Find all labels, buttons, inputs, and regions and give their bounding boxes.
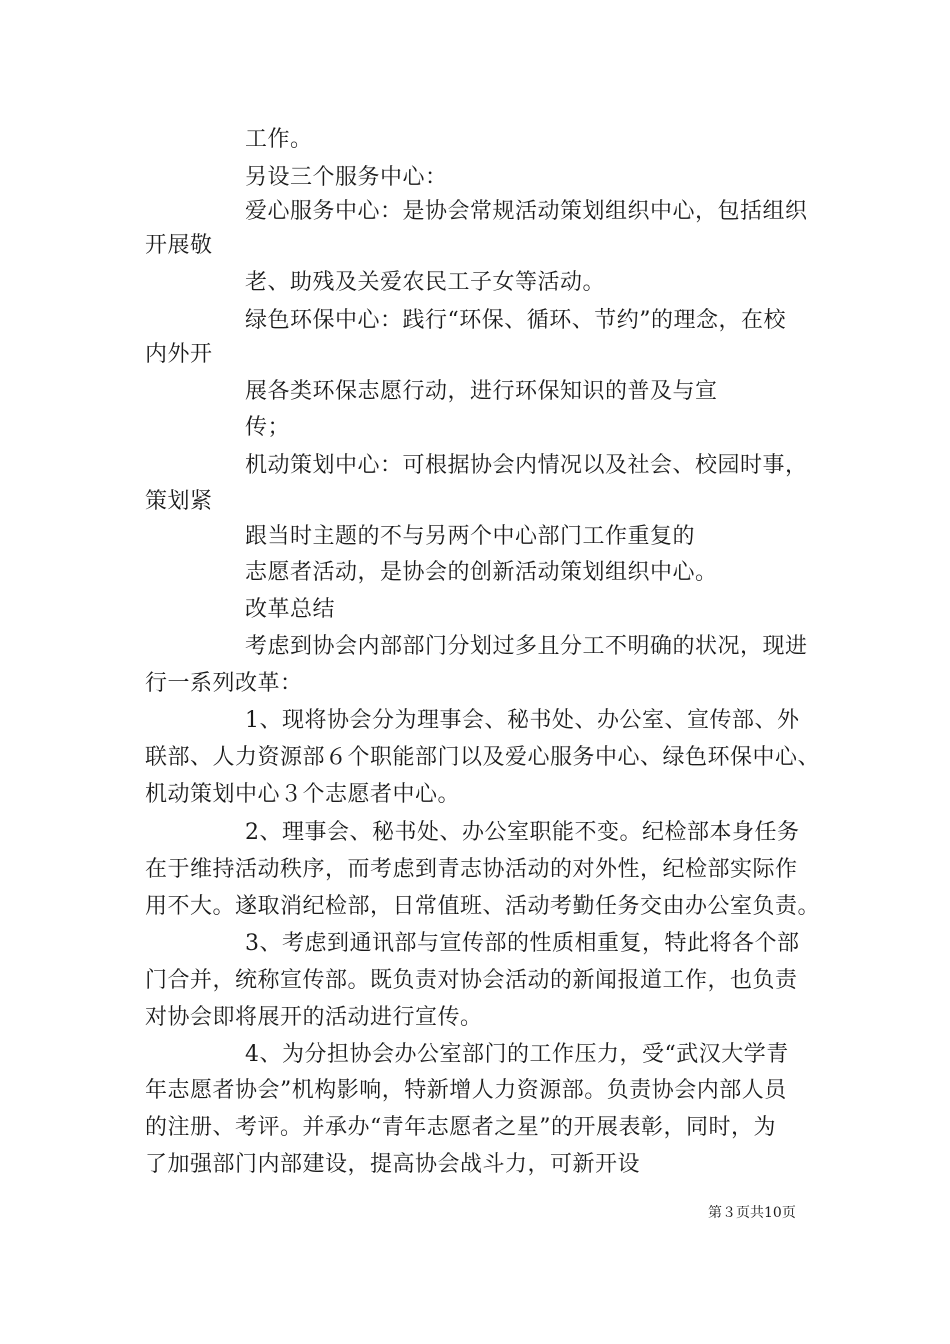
text-line: 1、现将协会分为理事会、秘书处、办公室、宣传部、外 [245, 708, 800, 733]
text-line: 策划紧 [145, 489, 213, 514]
text-line: 爱心服务中心：是协会常规活动策划组织中心，包括组织 [245, 199, 808, 224]
text-line: 对协会即将展开的活动进行宣传。 [145, 1005, 483, 1030]
text-line: 老、助残及关爱农民工子女等活动。 [245, 270, 606, 295]
text-line: 考虑到协会内部部门分划过多且分工不明确的状况，现进 [245, 634, 808, 659]
section-heading: 改革总结 [245, 597, 336, 622]
text-line: 志愿者活动，是协会的创新活动策划组织中心。 [245, 560, 718, 585]
text-line: 的注册、考评。并承办“青年志愿者之星”的开展表彰，同时，为 [145, 1115, 776, 1140]
text-line: 传； [245, 415, 291, 440]
text-line: 联部、人力资源部６个职能部门以及爱心服务中心、绿色环保中心、 [145, 745, 821, 770]
page-number-footer: 第３页共10页 [708, 1205, 796, 1221]
text-line: 用不大。遂取消纪检部，日常值班、活动考勤任务交由办公室负责。 [145, 894, 821, 919]
text-line: 另设三个服务中心： [245, 165, 448, 190]
text-line: 4、为分担协会办公室部门的工作压力，受“武汉大学青 [245, 1042, 789, 1067]
text-line: 机动策划中心３个志愿者中心。 [145, 782, 461, 807]
text-line: 跟当时主题的不与另两个中心部门工作重复的 [245, 524, 696, 549]
text-line: 门合并，统称宣传部。既负责对协会活动的新闻报道工作，也负责 [145, 968, 798, 993]
text-line: 工作。 [245, 127, 313, 152]
text-line: 机动策划中心：可根据协会内情况以及社会、校园时事， [245, 453, 808, 478]
text-line: 行一系列改革： [145, 671, 303, 696]
text-line: 了加强部门内部建设，提高协会战斗力，可新开设 [145, 1152, 641, 1177]
text-line: 展各类环保志愿行动，进行环保知识的普及与宣 [245, 379, 718, 404]
text-line: 在于维持活动秩序，而考虑到青志协活动的对外性，纪检部实际作 [145, 857, 798, 882]
text-line: 绿色环保中心：践行“环保、循环、节约”的理念，在校 [245, 308, 786, 333]
text-line: 开展敬 [145, 233, 213, 258]
text-line: 3、考虑到通讯部与宣传部的性质相重复，特此将各个部 [245, 931, 800, 956]
text-line: 内外开 [145, 342, 213, 367]
text-line: 2、理事会、秘书处、办公室职能不变。纪检部本身任务 [245, 820, 800, 845]
text-line: 年志愿者协会”机构影响，特新增人力资源部。负责协会内部人员 [145, 1078, 787, 1103]
